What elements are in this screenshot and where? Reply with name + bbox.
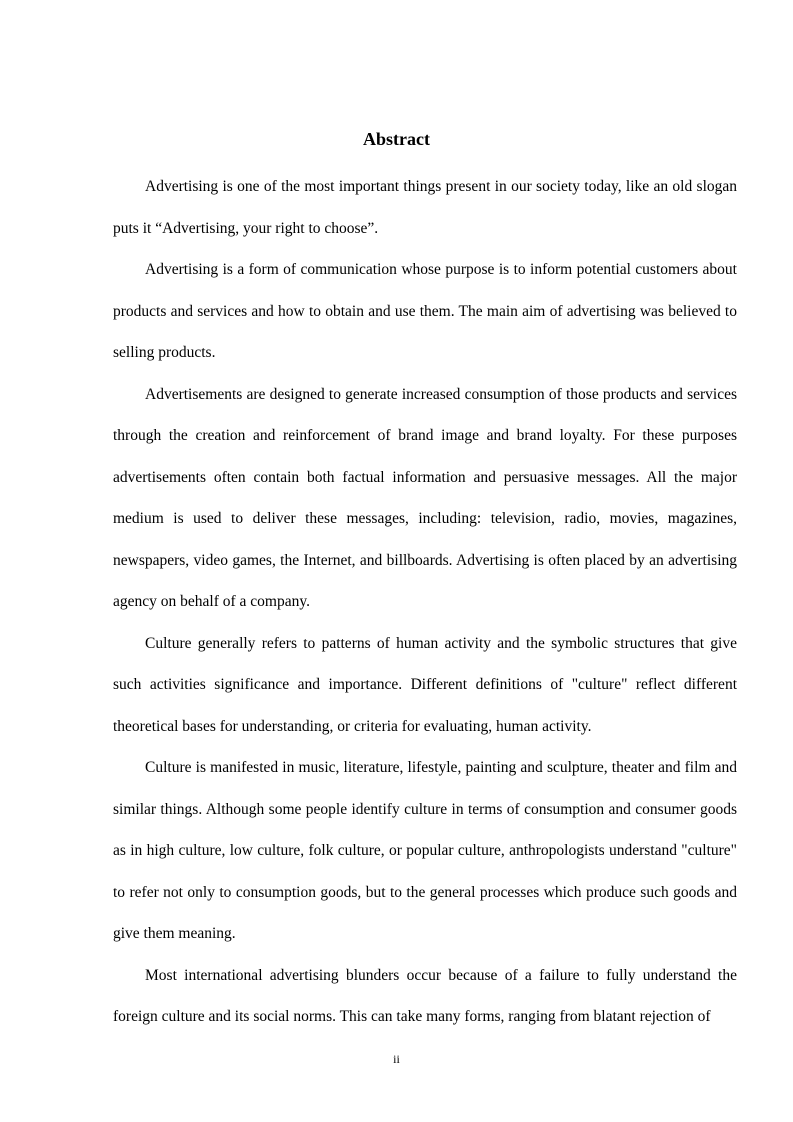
paragraph-4: Culture generally refers to patterns of human activity and the symbolic structures that give such activities significance and importance. Different definitions of "culture" reflect different theoretical bases for understanding, or criteria for evaluating, human activity.: [113, 634, 737, 735]
paragraph-1: Advertising is one of the most important things present in our society today, like an old slogan puts it “Advertising, your right to choose”.: [113, 178, 737, 237]
paragraph-2: Advertising is a form of communication whose purpose is to inform potential customers about products and services and how to obtain and use them. The main aim of advertising was believed to selling products.: [113, 261, 737, 361]
paragraph-5: Culture is manifested in music, literature, lifestyle, painting and sculpture, theater and film and similar things. Although some people identify culture in terms of consumption and consumer goods as in high culture, low culture, folk culture, or popular culture, anthropologists understand "culture" to refer not only to consumption goods, but to the general processes which produce such goods and give them meaning.: [113, 759, 737, 942]
paragraph-3: Advertisements are designed to generate increased consumption of those products and services through the creation and reinforcement of brand image and brand loyalty. For these purposes advertisements often contain both factual information and persuasive messages. All the major medium is used to deliver these messages, including: television, radio, movies, magazines, newspapers, video games, the Internet, and billboards. Advertising is often placed by an advertising agency on behalf of a company.: [113, 385, 737, 610]
paragraph-6: Most international advertising blunders occur because of a failure to fully understand the foreign culture and its social norms. This can take many forms, ranging from blatant rejection of: [113, 966, 737, 1025]
page-title: Abstract: [363, 129, 430, 149]
page-number: ii: [393, 1052, 400, 1066]
abstract-body: [113, 166, 737, 1038]
